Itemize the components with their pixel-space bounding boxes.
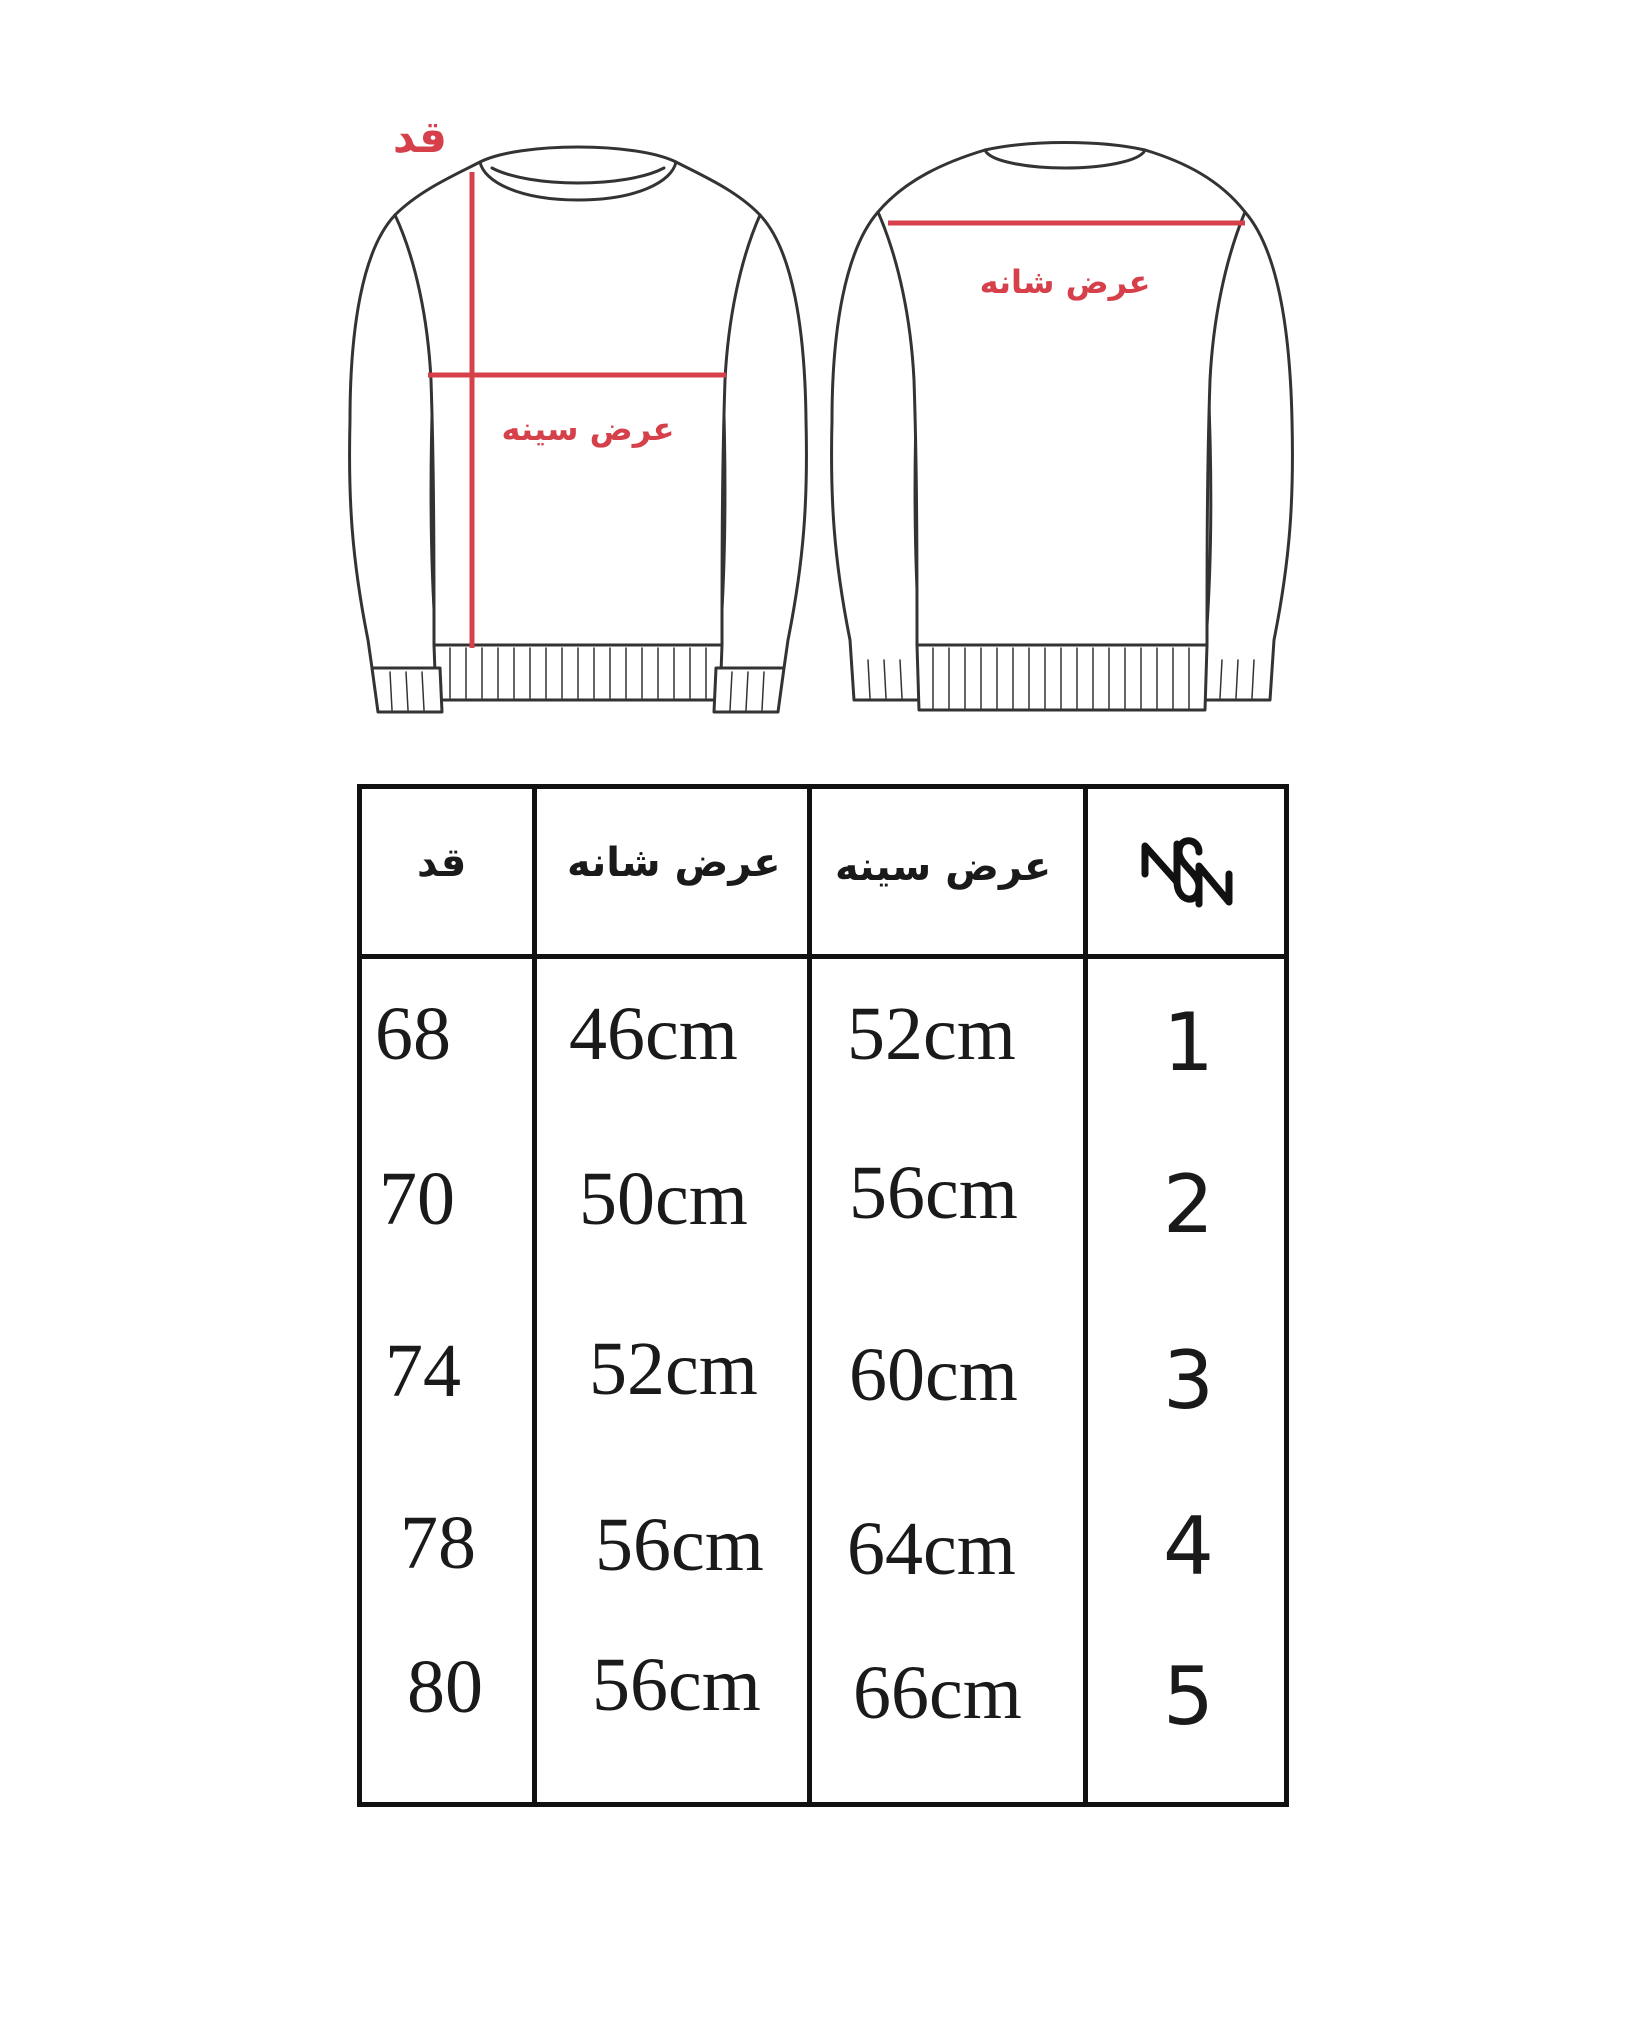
table-cell-size: 1: [1163, 996, 1214, 1089]
table-cell-chest: 60cm: [849, 1333, 1018, 1417]
table-cell-shoulder: 50cm: [579, 1157, 748, 1241]
table-border-bottom: [357, 1802, 1289, 1807]
table-cell-size: 4: [1163, 1500, 1214, 1593]
size-chart-table: [357, 784, 1289, 1807]
brand-logo-icon: [1137, 824, 1237, 928]
table-cell-size: 5: [1163, 1650, 1214, 1743]
measurement-diagram: [0, 0, 1632, 760]
length-label: قد: [392, 112, 448, 163]
back-sweatshirt-illustration: [832, 143, 1293, 711]
shoulder-width-label: عرض شانه: [979, 263, 1151, 301]
table-border-top: [357, 784, 1289, 789]
table-cell-length: 74: [385, 1329, 461, 1413]
table-cell-chest: 66cm: [853, 1651, 1022, 1735]
table-cell-chest: 52cm: [847, 992, 1016, 1076]
table-column-divider: [1083, 784, 1088, 1807]
table-cell-size: 3: [1163, 1334, 1214, 1427]
table-cell-shoulder: 52cm: [589, 1327, 758, 1411]
header-chest-width: عرض سینه: [835, 844, 1052, 890]
chest-width-label: عرض سینه: [501, 410, 675, 448]
table-cell-chest: 64cm: [847, 1507, 1016, 1591]
table-cell-length: 80: [407, 1645, 483, 1729]
header-length: قد: [417, 840, 467, 886]
header-shoulder-width: عرض شانه: [567, 840, 781, 886]
table-cell-shoulder: 56cm: [595, 1503, 764, 1587]
table-cell-length: 78: [400, 1501, 476, 1585]
table-column-divider: [807, 784, 812, 1807]
table-cell-length: 68: [375, 992, 451, 1076]
table-cell-shoulder: 46cm: [569, 992, 738, 1076]
table-cell-length: 70: [379, 1157, 455, 1241]
table-header-divider: [357, 954, 1289, 959]
table-cell-chest: 56cm: [849, 1151, 1018, 1235]
table-cell-size: 2: [1163, 1158, 1214, 1251]
table-cell-shoulder: 56cm: [592, 1643, 761, 1727]
table-border-right: [1284, 784, 1289, 1807]
table-border-left: [357, 784, 362, 1807]
table-column-divider: [532, 784, 537, 1807]
